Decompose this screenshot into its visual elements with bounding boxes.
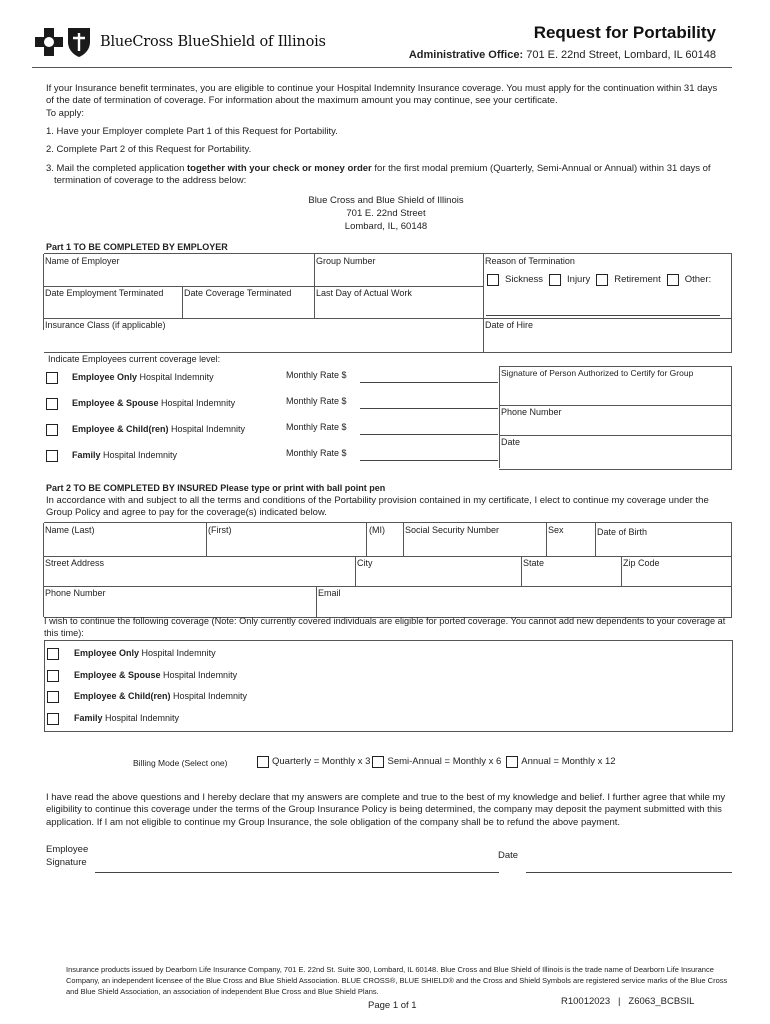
signature-date-label: Date — [498, 850, 519, 861]
intro-paragraph: If your Insurance benefit terminates, you are eligible to continue your Hospital Indemnity Insurance coverage. You must apply for the continuation within 31 days of the date of termination of coverage. For information about the maximum amount you may continue, see your certificate. — [46, 83, 718, 107]
billing-options — [257, 756, 616, 768]
reason-option-label: Retirement — [614, 274, 661, 285]
level-row: Family Hospital Indemnity — [46, 450, 177, 462]
address-line: 701 E. 22nd Street — [346, 208, 426, 220]
phone-number-label: Phone Number — [501, 407, 562, 417]
mailing-address — [46, 195, 726, 233]
cont-employee-spouse-checkbox[interactable] — [47, 670, 59, 682]
form-title: Request for Portability — [533, 23, 716, 42]
date-label: Date — [501, 437, 521, 447]
sex-label: Sex — [548, 525, 564, 535]
cross-shield-icon — [32, 24, 94, 60]
employee-signature-field[interactable] — [95, 872, 499, 873]
other-reason-field[interactable] — [486, 315, 720, 316]
part1-form — [44, 253, 732, 467]
middle-initial-label: (MI) — [369, 525, 385, 535]
level-row: Employee Only Hospital Indemnity — [46, 372, 214, 384]
quarterly-checkbox[interactable] — [257, 756, 269, 768]
cont-employee-children-checkbox[interactable] — [47, 691, 59, 703]
state-label: State — [523, 558, 545, 568]
employee-signature-label — [46, 843, 88, 870]
monthly-rate-label: Monthly Rate $ — [286, 448, 347, 458]
company-logo — [32, 24, 326, 60]
retirement-checkbox[interactable] — [596, 274, 608, 286]
group-signature-label: Signature of Person Authorized to Certify for Group — [501, 368, 694, 378]
zip-code-label: Zip Code — [623, 558, 660, 568]
employee-children-checkbox[interactable] — [46, 424, 58, 436]
office-label: Administrative Office: — [408, 49, 524, 61]
ssn-label: Social Security Number — [405, 525, 500, 535]
street-address-label: Street Address — [45, 558, 105, 568]
billing-option-label: Annual = Monthly x 12 — [521, 756, 616, 767]
city-label: City — [357, 558, 373, 568]
form-number: R10012023 | Z6063_BCBSIL — [561, 996, 695, 1007]
reason-option-label: Other: — [684, 274, 712, 285]
insured-phone-label: Phone Number — [45, 588, 106, 598]
administrative-office — [409, 48, 716, 62]
sickness-checkbox[interactable] — [487, 274, 499, 286]
monthly-rate-field[interactable] — [360, 460, 498, 461]
step-1: 1. Have your Employer complete Part 1 of this Request for Portability. — [46, 126, 338, 138]
monthly-rate-label: Monthly Rate $ — [286, 396, 347, 406]
reason-termination-label: Reason of Termination — [485, 256, 575, 266]
name-first-label: (First) — [208, 525, 232, 535]
part2-heading: Part 2 TO BE COMPLETED BY INSURED Please type or print with ball point pen — [46, 483, 386, 493]
step-2: 2. Complete Part 2 of this Request for Portability. — [46, 144, 252, 156]
family-checkbox[interactable] — [46, 450, 58, 462]
annual-checkbox[interactable] — [506, 756, 518, 768]
last-day-work-label: Last Day of Actual Work — [316, 288, 412, 298]
date-employment-terminated-label: Date Employment Terminated — [45, 288, 164, 298]
billing-option-label: Quarterly = Monthly x 3 — [272, 756, 371, 767]
to-apply: To apply: — [46, 107, 85, 119]
signature-date-field[interactable] — [526, 872, 732, 873]
date-of-hire-label: Date of Hire — [485, 320, 534, 330]
insured-info-form — [44, 522, 732, 617]
cont-employee-only-checkbox[interactable] — [47, 648, 59, 660]
name-last-label: Name (Last) — [45, 525, 95, 535]
level-row: Employee & Child(ren) Hospital Indemnity — [46, 424, 245, 436]
continue-coverage-box — [44, 640, 733, 732]
billing-option-label: Semi-Annual = Monthly x 6 — [387, 756, 502, 767]
part1-heading: Part 1 TO BE COMPLETED BY EMPLOYER — [46, 242, 228, 252]
employee-spouse-checkbox[interactable] — [46, 398, 58, 410]
address-line: Lombard, IL, 60148 — [344, 221, 428, 233]
coverage-option: Employee & Spouse Hospital Indemnity — [47, 670, 237, 682]
address-line: Blue Cross and Blue Shield of Illinois — [308, 195, 464, 207]
reason-option-label: Sickness — [505, 274, 544, 285]
monthly-rate-field[interactable] — [360, 382, 498, 383]
footer-disclaimer: Insurance products issued by Dearborn Life Insurance Company, 701 E. 22nd St. Suite 300, Lombard, IL 60148. Blue Cross and Blue Shield of Illinois is the trade name of Dearborn Life Insurance Company, an independent licensee of the Blue Cross and Blue Shield Association. BLUE CROSS®, BLUE SHIELD® and the Cross and Shield Symbols are registered service marks of the Blue Cross and Blue Shield Association, an association of independent Blue Cross and Blue Shield Plans. — [66, 965, 728, 996]
indicate-coverage-label: Indicate Employees current coverage level: — [48, 354, 221, 364]
semi-annual-checkbox[interactable] — [372, 756, 384, 768]
declaration: I have read the above questions and I hereby declare that my answers are complete and true to the best of my knowledge and belief. I further agree that while my eligibility to continue this coverage under the terms of the Group Insurance Policy is being determined, the company may deposit the payment submitted with this application. If I am not eligible to continue my Group Insurance, the sole obligation of the company shall be to refund the above payment. — [46, 792, 726, 828]
date-of-birth-label: Date of Birth — [597, 527, 648, 537]
monthly-rate-label: Monthly Rate $ — [286, 422, 347, 432]
cont-family-checkbox[interactable] — [47, 713, 59, 725]
coverage-option: Employee & Child(ren) Hospital Indemnity — [47, 691, 247, 703]
page-number: Page 1 of 1 — [368, 1000, 417, 1011]
office-address: 701 E. 22nd Street, Lombard, IL 60148 — [526, 49, 716, 61]
billing-mode-label: Billing Mode (Select one) — [133, 758, 228, 768]
instructions — [46, 83, 726, 234]
coverage-option: Family Hospital Indemnity — [47, 713, 179, 725]
header-divider — [32, 67, 732, 68]
brand-name: BlueCross BlueShield of Illinois — [100, 33, 326, 50]
insurance-class-label: Insurance Class (if applicable) — [45, 320, 166, 330]
name-of-employer-label: Name of Employer — [45, 256, 120, 266]
signature-label-line: Employee — [46, 844, 89, 855]
coverage-levels — [46, 372, 477, 472]
monthly-rate-field[interactable] — [360, 408, 498, 409]
step-3: 3. Mail the completed application together with your check or money order for the first modal premium (Quarterly, Semi-Annual or Annual) within 31 days of termination of coverage to the address below: — [46, 162, 711, 187]
coverage-note: I wish to continue the following coverage (Note: Only currently covered individuals are eligible for ported coverage. You cannot add new dependents to your coverage at this time): — [44, 616, 726, 638]
injury-checkbox[interactable] — [549, 274, 561, 286]
part2-intro: In accordance with and subject to all the terms and conditions of the Portability provision contained in my certificate, I elect to continue my coverage under the Group Policy and agree to pay for the coverage(s) indicated below. — [46, 495, 709, 519]
reason-option-label: Injury — [567, 274, 591, 285]
group-number-label: Group Number — [316, 256, 376, 266]
employee-only-checkbox[interactable] — [46, 372, 58, 384]
other-checkbox[interactable] — [667, 274, 679, 286]
coverage-option: Employee Only Hospital Indemnity — [47, 648, 216, 660]
group-signature-box — [499, 366, 732, 470]
signature-label-line: Signature — [46, 857, 87, 869]
date-coverage-terminated-label: Date Coverage Terminated — [184, 288, 292, 298]
email-label: Email — [318, 588, 341, 598]
level-row: Employee & Spouse Hospital Indemnity — [46, 398, 235, 410]
monthly-rate-label: Monthly Rate $ — [286, 370, 347, 380]
reason-options — [486, 274, 711, 286]
monthly-rate-field[interactable] — [360, 434, 498, 435]
